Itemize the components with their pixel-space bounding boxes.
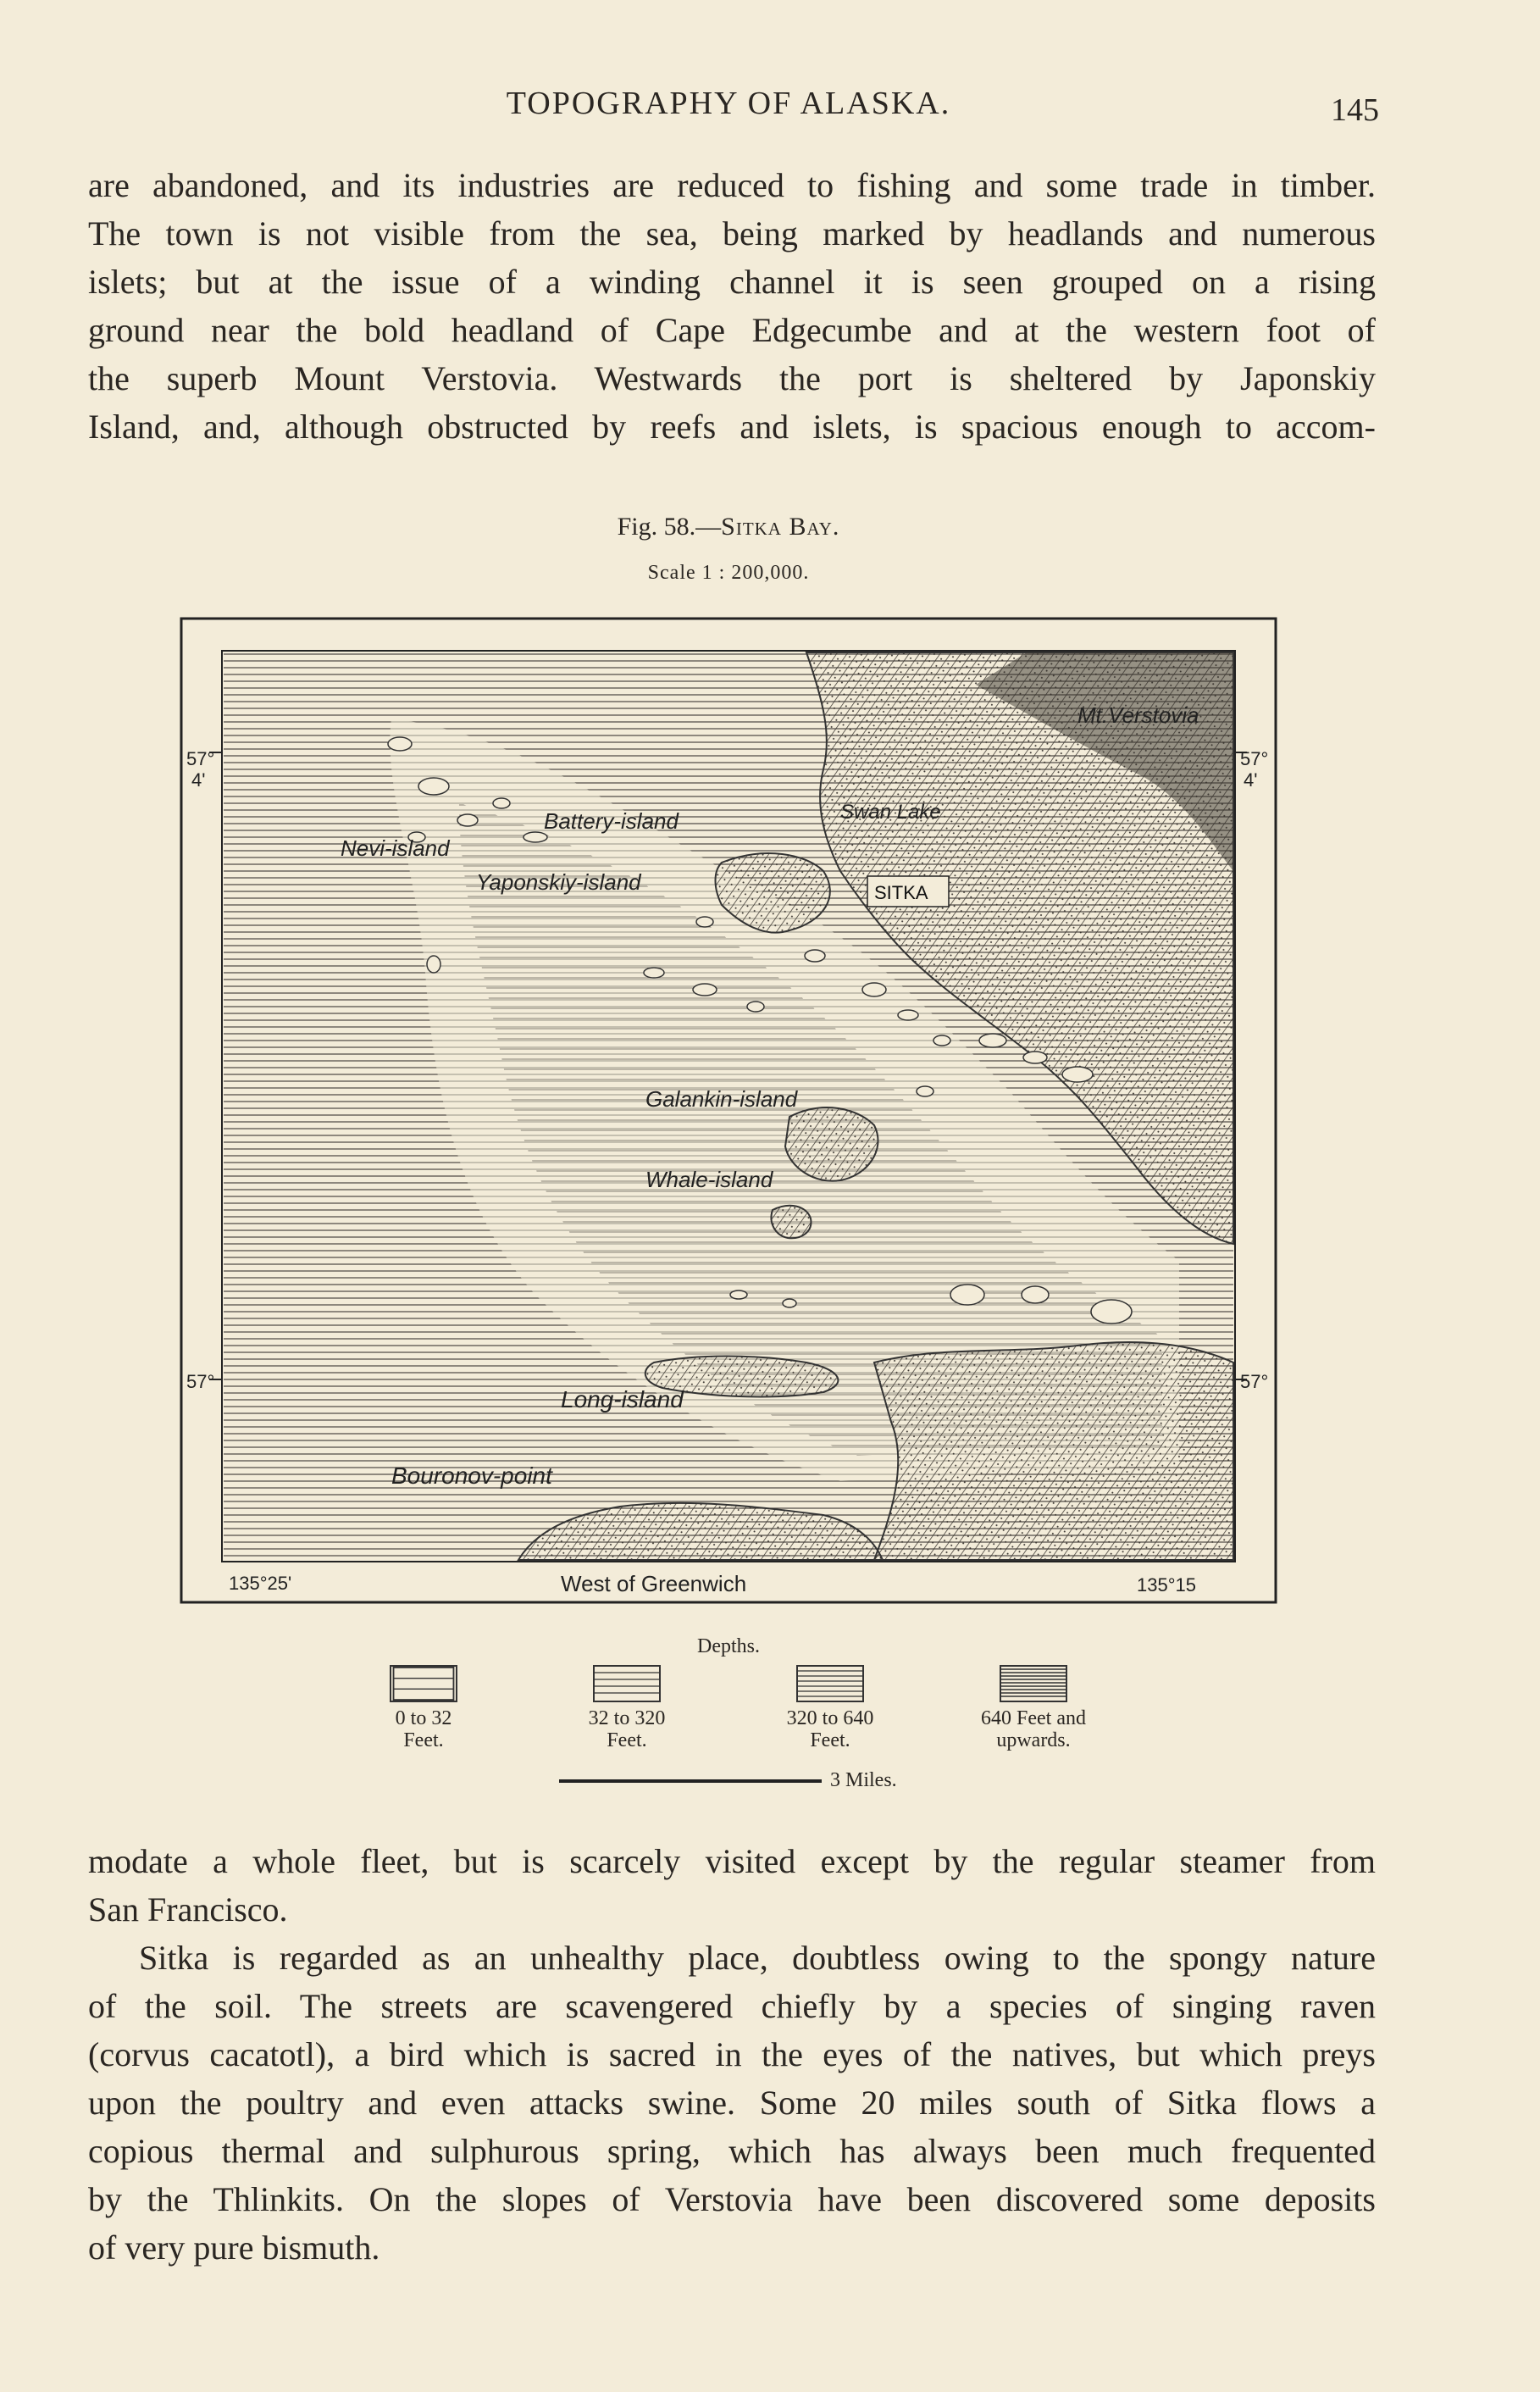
text-line: of the soil. The streets are scavengered chiefly by a species of singing raven bbox=[88, 1987, 1376, 2025]
text-line: the superb Mount Verstovia. Westwards the port is sheltered by Japonskiy bbox=[88, 359, 1376, 397]
legend-label-line1: 320 to 640 bbox=[786, 1707, 874, 1729]
legend-item bbox=[745, 1665, 915, 1751]
text-line: upon the poultry and even attacks swine. Some 20 miles south of Sitka flows a bbox=[88, 2084, 1376, 2122]
sitka-bay-map bbox=[180, 617, 1277, 1604]
legend-swatch-shallow bbox=[390, 1665, 457, 1702]
scale-bar bbox=[559, 1779, 822, 1783]
legend-item bbox=[949, 1665, 1118, 1751]
text-line: Sitka is regarded as an unhealthy place, doubtless owing to the spongy nature bbox=[139, 1939, 1376, 1977]
running-header bbox=[0, 85, 1540, 136]
lat-min-top-left: 4' bbox=[191, 769, 206, 791]
label-long-island: Long-island bbox=[561, 1386, 684, 1412]
running-title: TOPOGRAPHY OF ALASKA. bbox=[506, 86, 951, 121]
page-number: 145 bbox=[1331, 92, 1379, 128]
paragraph-top bbox=[88, 161, 1376, 451]
label-nevi-island: Nevi-island bbox=[341, 835, 450, 861]
text-line: modate a whole fleet, but is scarcely visited except by the regular steamer from bbox=[88, 1842, 1376, 1880]
legend-item bbox=[339, 1665, 508, 1751]
legend-item bbox=[542, 1665, 712, 1751]
text-line: (corvus cacatotl), a bird which is sacred in the eyes of the natives, but which preys bbox=[88, 2035, 1376, 2073]
legend-title: Depths. bbox=[697, 1635, 760, 1657]
lon-label-center: West of Greenwich bbox=[561, 1571, 747, 1596]
label-galankin-island: Galankin-island bbox=[645, 1086, 798, 1112]
legend-label-line1: 640 Feet and bbox=[981, 1707, 1086, 1729]
text-line: islets; but at the issue of a winding channel it is seen grouped on a rising bbox=[88, 263, 1376, 301]
text-line: copious thermal and sulphurous spring, which has always been much frequented bbox=[88, 2132, 1376, 2170]
lat-label-top-right: 57° bbox=[1240, 748, 1269, 769]
legend-swatch-deep bbox=[796, 1665, 864, 1702]
legend-label-line2: Feet. bbox=[403, 1729, 444, 1751]
mainland-south bbox=[874, 1342, 1233, 1560]
paragraph-bottom bbox=[88, 1837, 1376, 2272]
figure-caption bbox=[0, 513, 1457, 541]
legend-label-line2: Feet. bbox=[607, 1729, 647, 1751]
text-line: San Francisco. bbox=[88, 1890, 288, 1929]
figure-title: Sitka Bay. bbox=[721, 513, 840, 541]
lon-label-left: 135°25' bbox=[229, 1573, 292, 1594]
text-line: ground near the bold headland of Cape Edgecumbe and at the western foot of bbox=[88, 311, 1376, 349]
figure-number: Fig. 58.— bbox=[617, 513, 722, 541]
lon-label-right: 135°15 bbox=[1137, 1574, 1196, 1596]
whale-island bbox=[772, 1206, 812, 1238]
scale-bar-label: 3 Miles. bbox=[830, 1769, 897, 1791]
legend-swatch-deepest bbox=[1000, 1665, 1067, 1702]
lat-label-top-left: 57° bbox=[186, 748, 215, 769]
label-whale-island: Whale-island bbox=[645, 1167, 773, 1192]
text-line: Island, and, although obstructed by reefs and islets, is spacious enough to accom- bbox=[88, 408, 1376, 446]
legend-swatch-medium bbox=[593, 1665, 661, 1702]
lat-min-top-right: 4' bbox=[1244, 769, 1258, 791]
label-mt-verstovia: Mt.Verstovia bbox=[1077, 702, 1199, 728]
label-swan-lake: Swan Lake bbox=[840, 801, 941, 824]
lat-label-bottom-right: 57° bbox=[1240, 1371, 1269, 1392]
legend-label-line1: 32 to 320 bbox=[588, 1707, 666, 1729]
text-line: by the Thlinkits. On the slopes of Verstovia have been discovered some deposits bbox=[88, 2180, 1376, 2218]
legend-label-line2: Feet. bbox=[810, 1729, 850, 1751]
lat-label-bottom-left: 57° bbox=[186, 1371, 215, 1392]
label-battery-island: Battery-island bbox=[544, 808, 679, 834]
label-bouronov-point: Bouronov-point bbox=[391, 1462, 552, 1489]
label-sitka: SITKA bbox=[874, 882, 928, 903]
figure-scale: Scale 1 : 200,000. bbox=[647, 562, 810, 584]
legend-label-line1: 0 to 32 bbox=[395, 1707, 452, 1729]
text-line: of very pure bismuth. bbox=[88, 2228, 380, 2267]
label-yaponskiy-island: Yaponskiy-island bbox=[476, 869, 641, 895]
legend-label-line2: upwards. bbox=[996, 1729, 1071, 1751]
text-line: The town is not visible from the sea, being marked by headlands and numerous bbox=[88, 214, 1376, 253]
text-line: are abandoned, and its industries are reduced to fishing and some trade in timber. bbox=[88, 166, 1376, 204]
